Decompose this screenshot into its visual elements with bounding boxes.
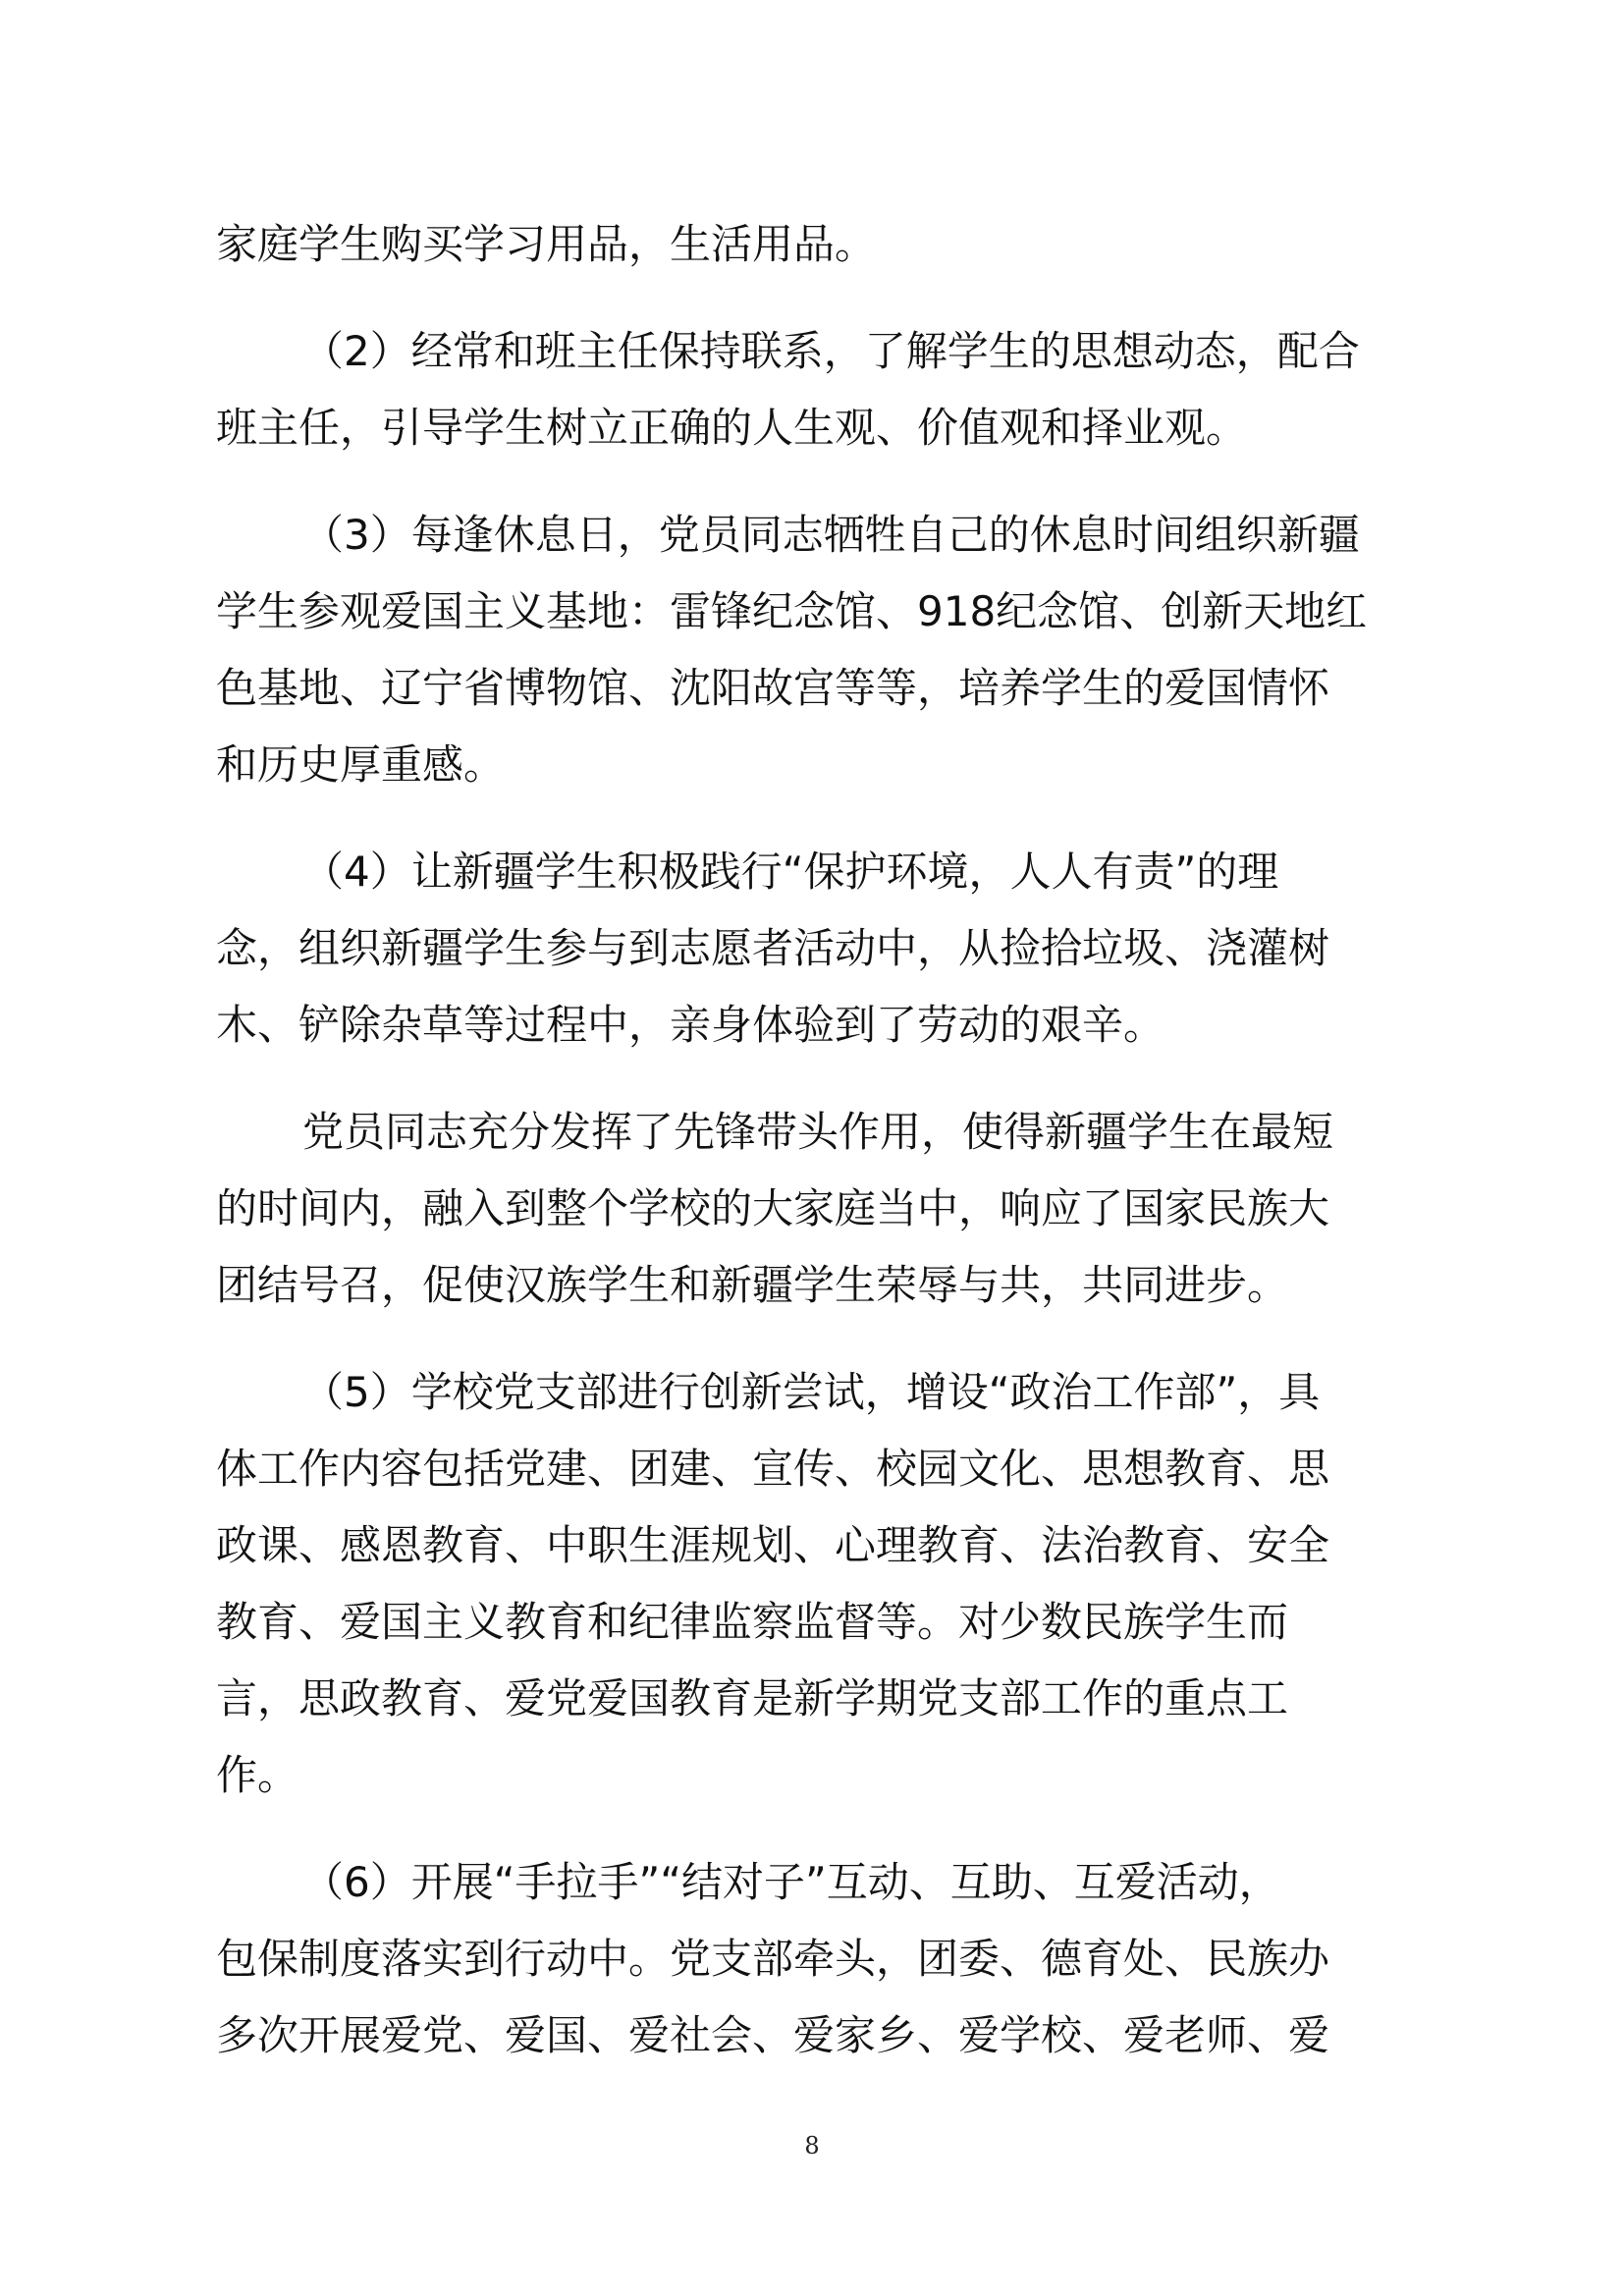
text-line: 政课、感恩教育、中职生涯规划、心理教育、法治教育、安全 <box>216 1521 1330 1569</box>
text-line: 多次开展爱党、爱国、爱社会、爱家乡、爱学校、爱老师、爱 <box>216 2011 1330 2059</box>
text-line: 教育、爱国主义教育和纪律监察监督等。对少数民族学生而 <box>216 1598 1289 1646</box>
paragraph <box>216 834 1443 1064</box>
text-line: 学生参观爱国主义基地：雷锋纪念馆、918纪念馆、创新天地红 <box>216 587 1368 635</box>
text-line: 念，组织新疆学生参与到志愿者活动中，从捡拾垃圾、浇灌树 <box>216 924 1330 972</box>
paragraph <box>216 1844 1443 2074</box>
text-line: （2）经常和班主任保持联系，了解学生的思想动态，配合 <box>302 327 1360 375</box>
text-line: 色基地、辽宁省博物馆、沈阳故宫等等，培养学生的爱国情怀 <box>216 664 1330 712</box>
text-line: （5）学校党支部进行创新尝试，增设“政治工作部”，具 <box>302 1368 1321 1416</box>
text-line: 作。 <box>216 1751 299 1799</box>
paragraph <box>216 313 1443 466</box>
paragraph <box>216 497 1443 803</box>
text-line: （4）让新疆学生积极践行“保护环境，人人有责”的理 <box>302 847 1279 896</box>
text-line: 木、铲除杂草等过程中，亲身体验到了劳动的艰辛。 <box>216 1001 1165 1049</box>
text-line: 包保制度落实到行动中。党支部牵头，团委、德育处、民族办 <box>216 1935 1330 1983</box>
text-line: （3）每逢休息日，党员同志牺牲自己的休息时间组织新疆 <box>302 511 1360 559</box>
text-line: 体工作内容包括党建、团建、宣传、校园文化、思想教育、思 <box>216 1445 1330 1493</box>
text-line: 团结号召，促使汉族学生和新疆学生荣辱与共，共同进步。 <box>216 1261 1289 1309</box>
text-line: 家庭学生购买学习用品，生活用品。 <box>216 220 877 268</box>
text-line: 的时间内，融入到整个学校的大家庭当中，响应了国家民族大 <box>216 1184 1330 1232</box>
body-text <box>216 206 1443 2105</box>
text-line: 班主任，引导学生树立正确的人生观、价值观和择业观。 <box>216 404 1248 452</box>
paragraph <box>216 1354 1443 1814</box>
text-line: 党员同志充分发挥了先锋带头作用，使得新疆学生在最短 <box>302 1108 1334 1156</box>
page-number: 8 <box>804 2132 820 2159</box>
text-line: 言，思政教育、爱党爱国教育是新学期党支部工作的重点工 <box>216 1674 1289 1722</box>
text-line: 和历史厚重感。 <box>216 740 506 789</box>
paragraph <box>216 206 1443 283</box>
text-line: （6）开展“手拉手”“结对子”互动、互助、互爱活动， <box>302 1858 1280 1906</box>
paragraph <box>216 1094 1443 1324</box>
